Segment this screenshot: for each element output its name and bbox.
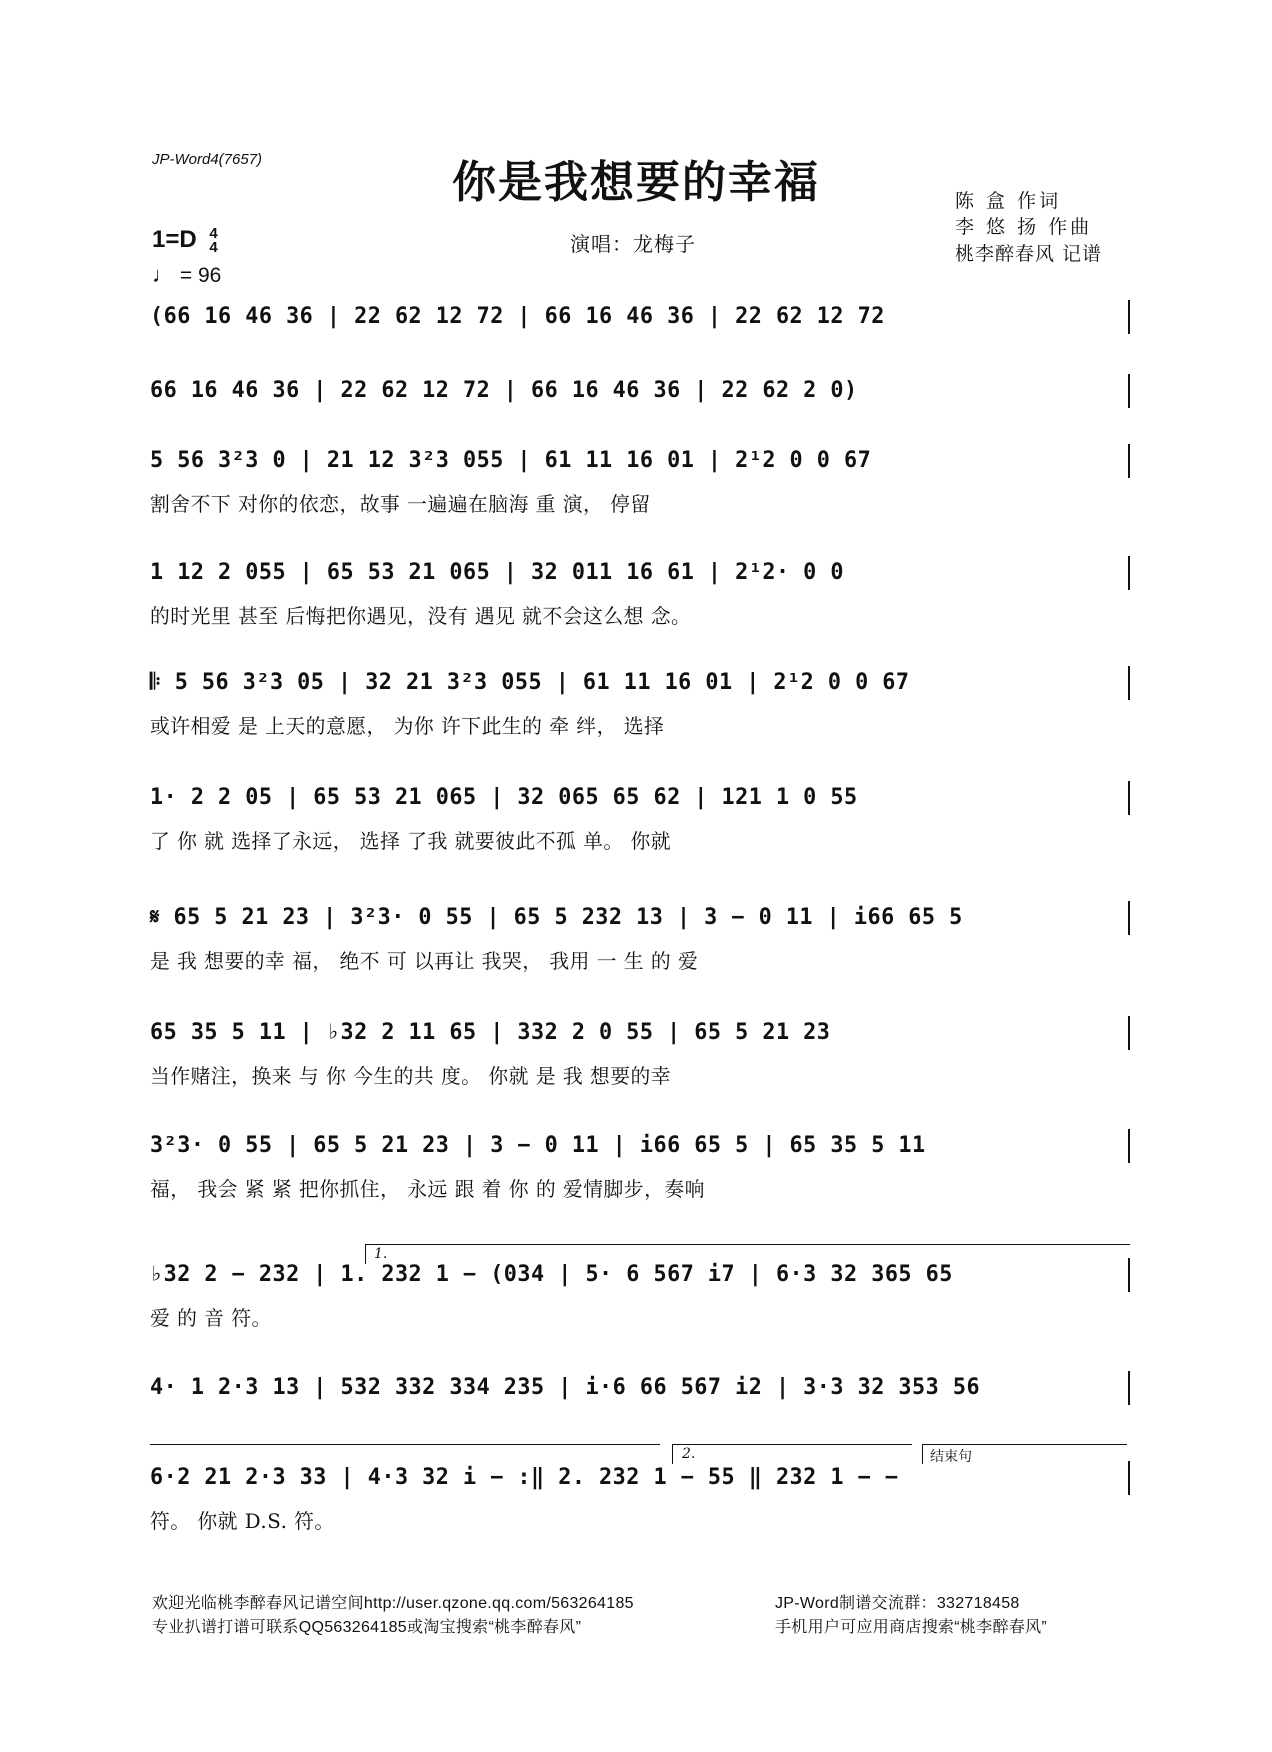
tempo-value: = 96 <box>179 264 222 287</box>
second-ending-bracket <box>672 1444 912 1445</box>
lyricist-credit: 陈 盒 作词 <box>955 190 1062 212</box>
lyrics-row: 爱 的 音 符。 <box>150 1306 272 1330</box>
key-label: 1=D <box>152 226 197 253</box>
notation-row: 6·2 21 2·3 33 | 4·3 32 i − :‖ 2. 232 1 − 55 ‖ 232 1 − − <box>150 1465 899 1490</box>
footer-website: 欢迎光临桃李醉春风记谱空间http://user.qzone.qq.com/563264185 <box>152 1595 634 1612</box>
first-ending-bracket-left <box>365 1244 366 1264</box>
lyrics-row: 福， 我会 紧 紧 把你抓住， 永远 跟 着 你 的 爱情脚步，奏响 <box>150 1177 705 1201</box>
row-end-barline <box>1128 901 1130 935</box>
row-end-barline <box>1128 374 1130 408</box>
time-sig-bottom: 4 <box>209 238 218 256</box>
row-end-barline <box>1128 556 1130 590</box>
lyrics-row: 当作赌注，换来 与 你 今生的共 度。 你就 是 我 想要的幸 <box>150 1064 672 1088</box>
notation-row: 𝄆 5 56 3²3 05 | 32 21 3²3 055 | 61 11 16 01 | 2¹2 0 0 67 <box>150 670 910 695</box>
notation-row: 5 56 3²3 0 | 21 12 3²3 055 | 61 11 16 01 | 2¹2 0 0 67 <box>150 448 872 473</box>
row-end-barline <box>1128 444 1130 478</box>
notation-row: ♭32 2 − 232 | 1. 232 1 − (034 | 5· 6 567 i7 | 6·3 32 365 65 <box>150 1262 953 1287</box>
notation-row: 1 12 2 055 | 65 53 21 065 | 32 011 16 61 | 2¹2· 0 0 <box>150 560 845 585</box>
transcriber-credit: 桃李醉春风 记谱 <box>955 243 1103 265</box>
lyrics-row: 割舍不下 对你的依恋，故事 一遍遍在脑海 重 演， 停留 <box>150 492 651 516</box>
notation-row: 1· 2 2 05 | 65 53 21 065 | 32 065 65 62 | 121 1 0 55 <box>150 785 858 810</box>
row-end-barline <box>1128 666 1130 700</box>
time-sig-top: 4 <box>209 224 218 242</box>
lyrics-row: 符。 你就 D.S. 符。 <box>150 1509 335 1533</box>
row-end-barline <box>1128 1371 1130 1405</box>
composer-credit: 李 悠 扬 作曲 <box>955 216 1093 238</box>
lyrics-row: 的时光里 甚至 后悔把你遇见，没有 遇见 就不会这么想 念。 <box>150 604 692 628</box>
first-ending-label: 1. <box>374 1246 388 1262</box>
song-title: 你是我想要的幸福 <box>452 157 820 208</box>
singer-credit: 演唱：龙梅子 <box>570 232 696 256</box>
row-end-barline <box>1128 1461 1130 1495</box>
row-end-barline <box>1128 300 1130 334</box>
notation-row: 𝄋 65 5 21 23 | 3²3· 0 55 | 65 5 232 13 | 3 − 0 11 | i66 65 5 <box>150 905 963 930</box>
second-ending-bracket-left <box>672 1444 673 1464</box>
lyrics-row: 或许相爱 是 上天的意愿， 为你 许下此生的 牵 绊， 选择 <box>150 714 665 738</box>
notation-row: (66 16 46 36 | 22 62 12 72 | 66 16 46 36 | 22 62 12 72 <box>150 304 885 329</box>
footer-app: 手机用户可应用商店搜索“桃李醉春风” <box>775 1619 1048 1636</box>
footer-contact: 专业扒谱打谱可联系QQ563264185或淘宝搜索“桃李醉春风” <box>152 1619 582 1636</box>
row-end-barline <box>1128 781 1130 815</box>
notation-row: 4· 1 2·3 13 | 532 332 334 235 | i·6 66 567 i2 | 3·3 32 353 56 <box>150 1375 981 1400</box>
software-tag: JP-Word4(7657) <box>152 151 263 168</box>
first-ending-bracket <box>365 1244 1130 1245</box>
row-end-barline <box>1128 1016 1130 1050</box>
footer-group: JP-Word制谱交流群：332718458 <box>775 1595 1020 1612</box>
lyrics-row: 了 你 就 选择了永远， 选择 了我 就要彼此不孤 单。 你就 <box>150 829 672 853</box>
coda-label: 结束句 <box>930 1449 972 1465</box>
tempo-marking <box>152 262 221 288</box>
repeat-bracket <box>150 1444 660 1445</box>
quarter-note-icon: ♩ <box>152 262 174 287</box>
coda-bracket-left <box>922 1444 923 1464</box>
lyrics-row: 是 我 想要的幸 福， 绝不 可 以再让 我哭， 我用 一 生 的 爱 <box>150 949 699 973</box>
notation-row: 65 35 5 11 | ♭32 2 11 65 | 332 2 0 55 | 65 5 21 23 <box>150 1020 831 1045</box>
coda-bracket <box>922 1444 1127 1445</box>
key-signature <box>152 226 218 255</box>
notation-row: 3²3· 0 55 | 65 5 21 23 | 3 − 0 11 | i66 65 5 | 65 35 5 11 <box>150 1133 926 1158</box>
time-signature <box>209 224 218 256</box>
notation-row: 66 16 46 36 | 22 62 12 72 | 66 16 46 36 | 22 62 2 0) <box>150 378 858 403</box>
second-ending-label: 2. <box>682 1446 696 1462</box>
row-end-barline <box>1128 1129 1130 1163</box>
row-end-barline <box>1128 1258 1130 1292</box>
